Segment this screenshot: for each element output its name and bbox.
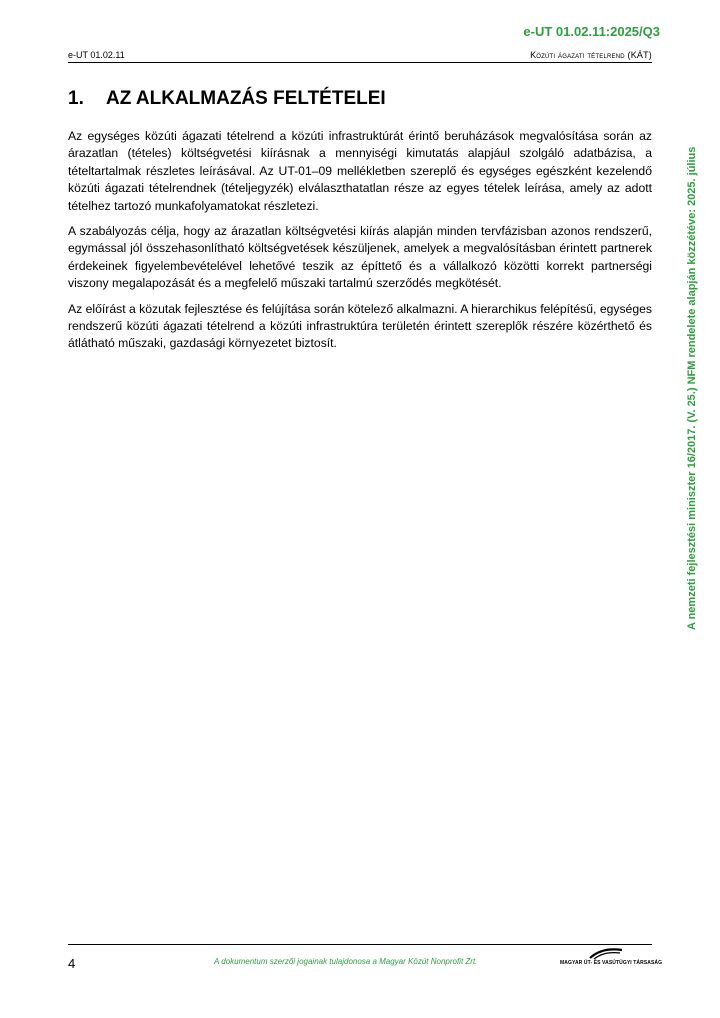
publication-side-note: A nemzeti fejlesztési miniszter 16/2017. (V. 25.) NFM rendelete alapján közzétéve: 2025. július [686,146,698,630]
bridge-arc-logo-icon [588,946,624,960]
paragraph: A szabályozás célja, hogy az árazatlan költségvetési kiírás alapján minden tervfázisban azonos rendszerű, egymással jól összehasonlítható költségvetések készüljenek, amelyek a megvalósításban érintett partnerek érdekeinek figyelembevételével lehetővé teszik az építtető és a vállalkozó közötti korrekt partnerségi viszony megalapozását és a megfelelő műszaki tartalmú szerződés megkötését. [68,224,652,291]
page-number: 4 [68,956,76,971]
document-code: e-UT 01.02.11:2025/Q3 [523,24,660,39]
footer-copyright: A dokumentum szerzői jogainak tulajdonosa a Magyar Közút Nonprofit Zrt. [214,957,478,966]
body-text [68,128,652,361]
section-number: 1. [68,88,84,109]
logo-text: MAGYAR ÚT- ÉS VASÚTÜGYI TÁRSASÁG [560,960,663,966]
header-doc-id: e-UT 01.02.11 [68,50,125,60]
header-doc-title: Közúti ágazati tételrend (KÁT) [530,50,652,60]
footer-divider [68,944,652,945]
section-heading [68,88,386,110]
section-title: AZ ALKALMAZÁS FELTÉTELEI [106,88,386,109]
paragraph: Az előírást a közutak fejlesztése és felújítása során kötelező alkalmazni. A hierarchikus felépítésű, egységes rendszerű közúti ágazati tételrend a közúti infrastruktúra területén érintett szereplők részére közérthető és átlátható műszaki, gazdasági környezetet biztosít. [68,301,652,351]
paragraph: Az egységes közúti ágazati tételrend a közúti infrastruktúrát érintő beruházások megvalósítása során az árazatlan (tételes) költségvetési kiírásnak a mennyiségi kimutatás alapjául szolgáló adatbázisa, a tételtartalmak részletes leírásával. Az UT-01–09 mellékletben szereplő és egységes egészként kezelendő közúti ágazati tételrendnek (tételjegyzék) elválaszthatatlan része az egyes tételek leírása, amely az adott tételhez tartozó munkafolyamatokat részletezi. [68,129,652,213]
header-divider [68,62,652,63]
company-logo [560,946,663,970]
